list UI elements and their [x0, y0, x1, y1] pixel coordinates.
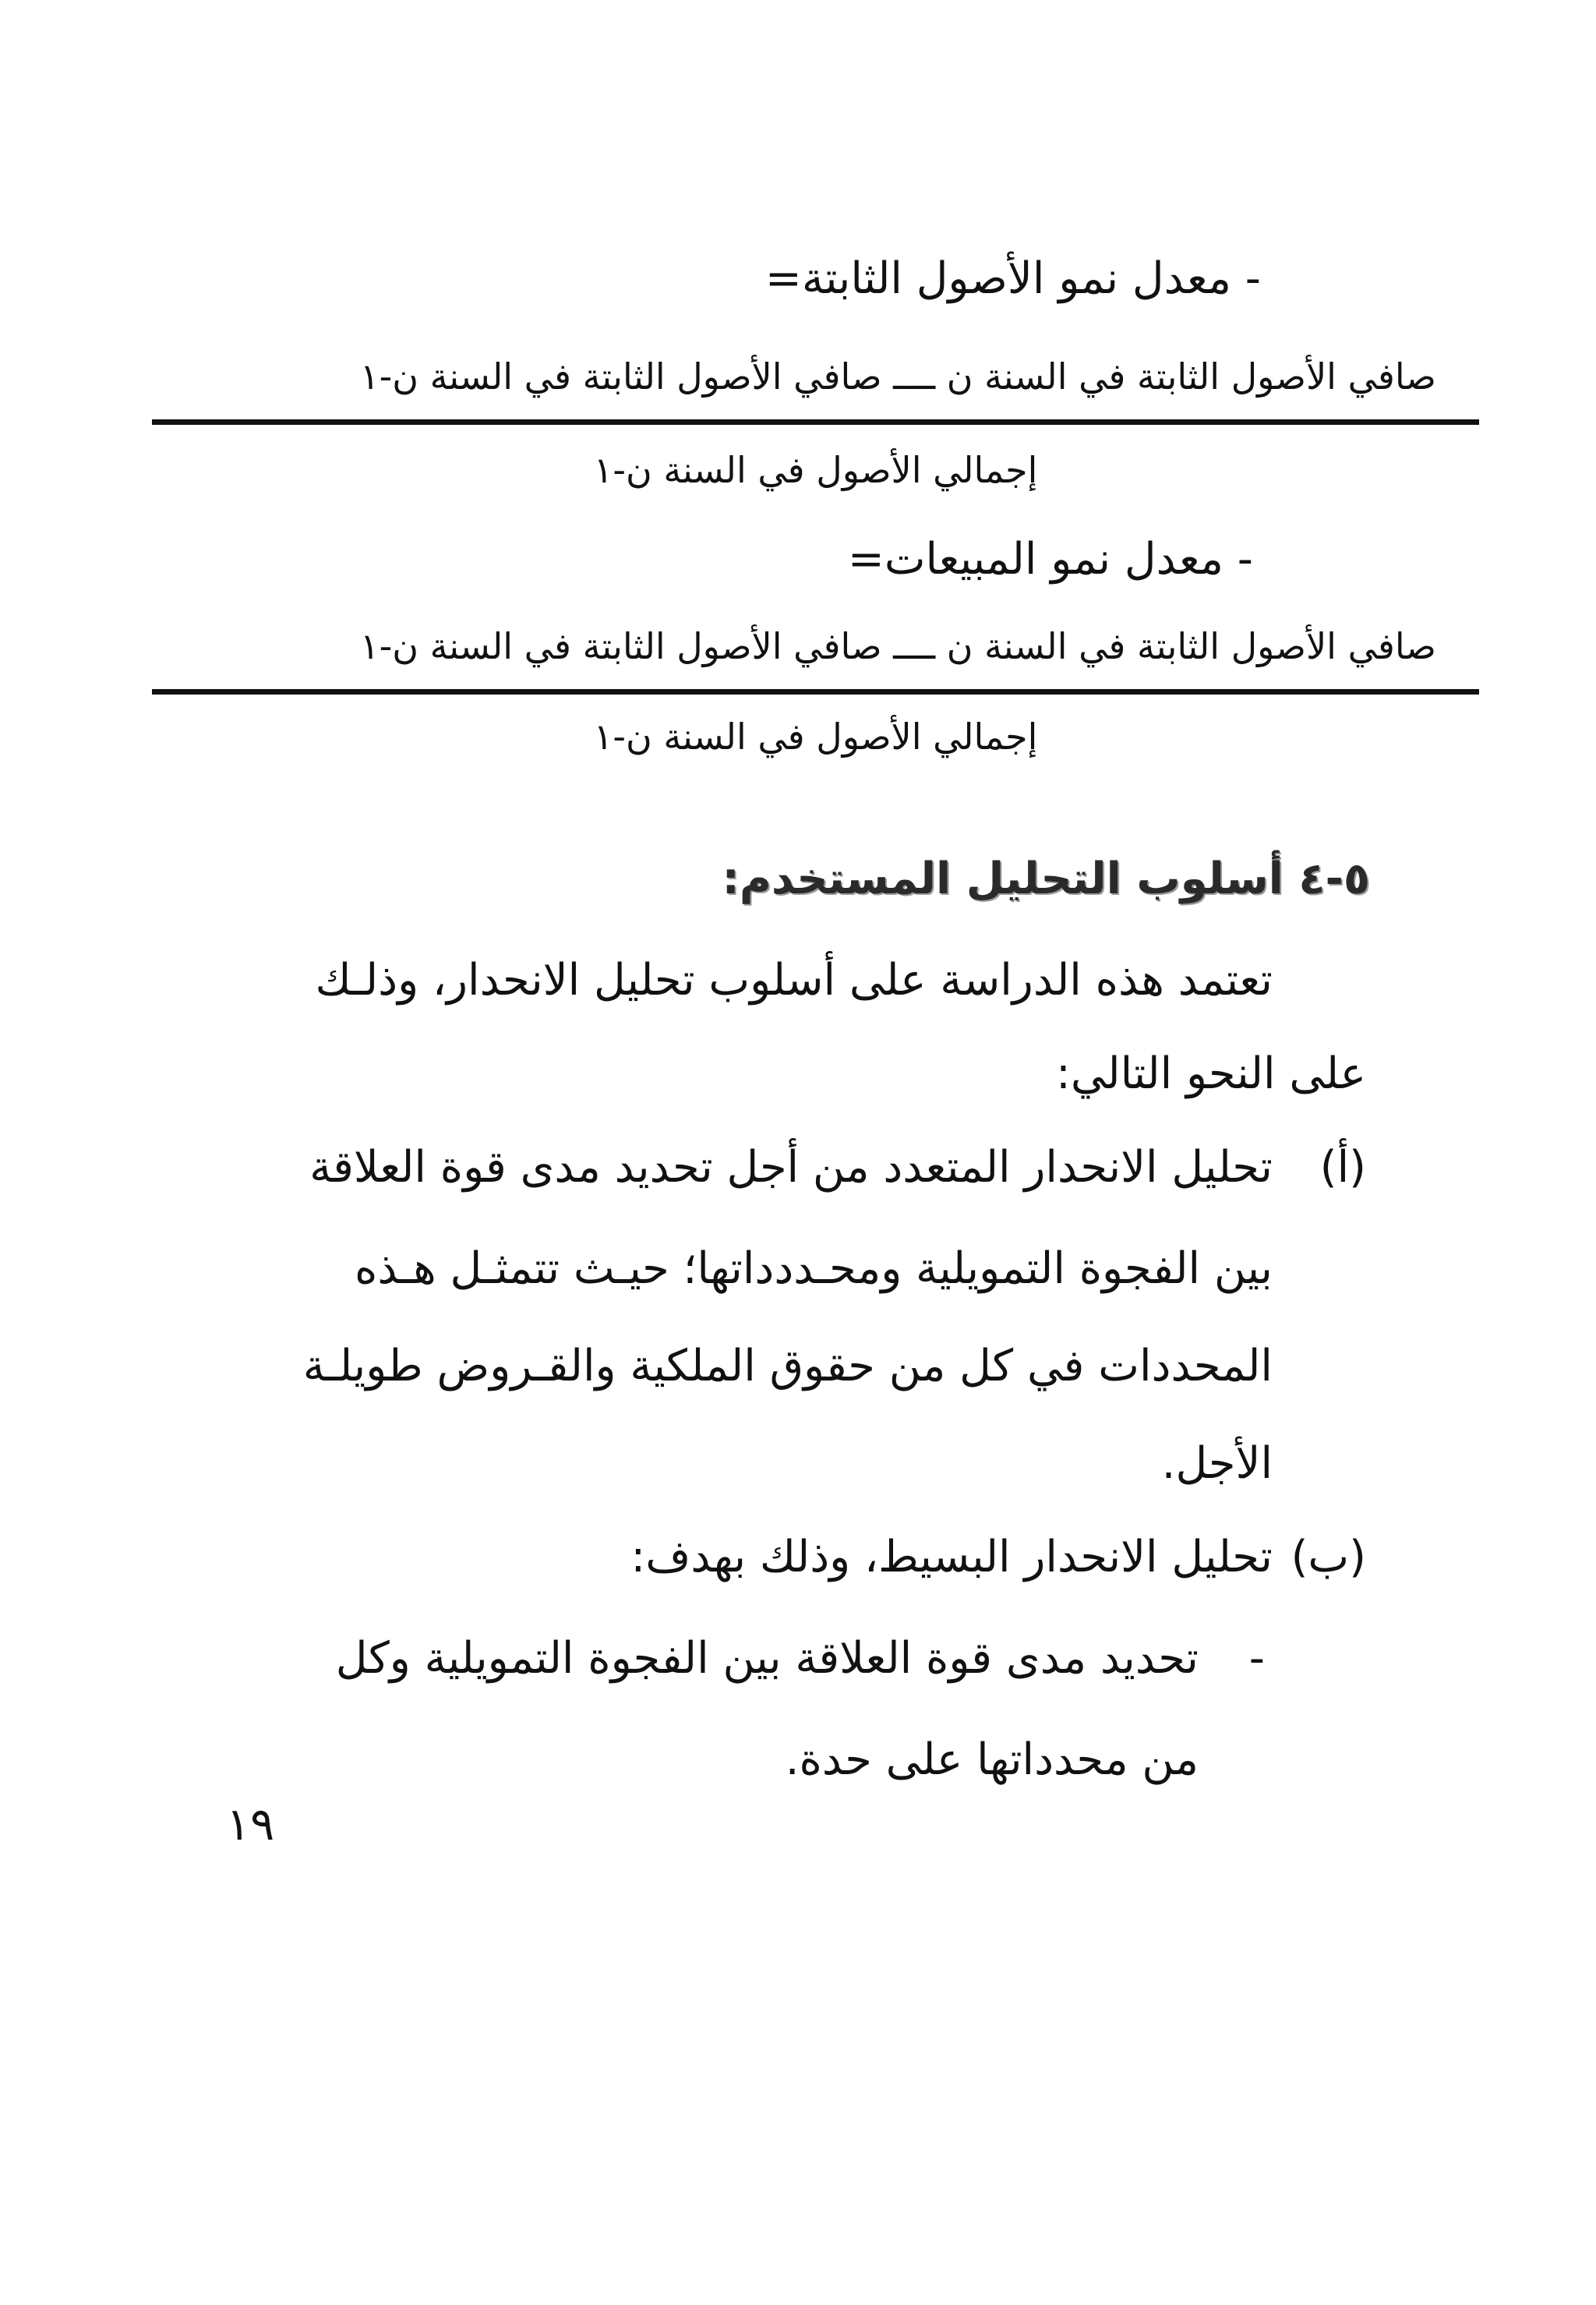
fraction-bar-2	[152, 689, 1479, 695]
item-b-text: تحليل الانحدار البسيط، وذلك بهدف:	[630, 1532, 1273, 1582]
formula-2-denominator: إجمالي الأصول في السنة ن-١	[593, 716, 1038, 758]
formula-2-numerator: صافي الأصول الثابتة في السنة ن ــــ صافي الأصول الثابتة في السنة ن-١	[359, 625, 1436, 667]
item-a-marker: (أ)	[1319, 1142, 1366, 1193]
item-a-line-4: الأجل.	[1161, 1438, 1273, 1489]
formula-1-numerator: صافي الأصول الثابتة في السنة ن ــــ صافي الأصول الثابتة في السنة ن-١	[359, 355, 1436, 398]
item-a-line-3: المحددات في كل من حقوق الملكية والقـروض طويلـة	[302, 1341, 1273, 1391]
bullet-marker: -	[1248, 1633, 1265, 1684]
section-heading: ٥-٤ أسلوب التحليل المستخدم:	[722, 854, 1370, 904]
fraction-bar-1	[152, 419, 1479, 425]
bullet-line-1: تحديد مدى قوة العلاقة بين الفجوة التمويلية وكل	[335, 1633, 1199, 1684]
formula-1-denominator: إجمالي الأصول في السنة ن-١	[593, 449, 1038, 491]
page-number: ١٩	[226, 1798, 275, 1851]
item-a-line-2: بين الفجوة التمويلية ومحـددداتها؛ حيـث تتمثـل هـذه	[355, 1243, 1273, 1294]
bullet-line-2: من محدداتها على حدة.	[785, 1734, 1199, 1785]
formula-1-label: - معدل نمو الأصول الثابتة=	[764, 253, 1261, 304]
item-b-marker: (ب)	[1291, 1532, 1366, 1582]
formula-2-label: - معدل نمو المبيعات=	[847, 534, 1253, 585]
intro-line-2: على النحو التالي:	[1055, 1048, 1366, 1099]
intro-line-1: تعتمد هذه الدراسة على أسلوب تحليل الانحدار، وذلـك	[315, 955, 1273, 1006]
item-a-line-1: تحليل الانحدار المتعدد من أجل تحديد مدى قوة العلاقة	[309, 1142, 1273, 1193]
